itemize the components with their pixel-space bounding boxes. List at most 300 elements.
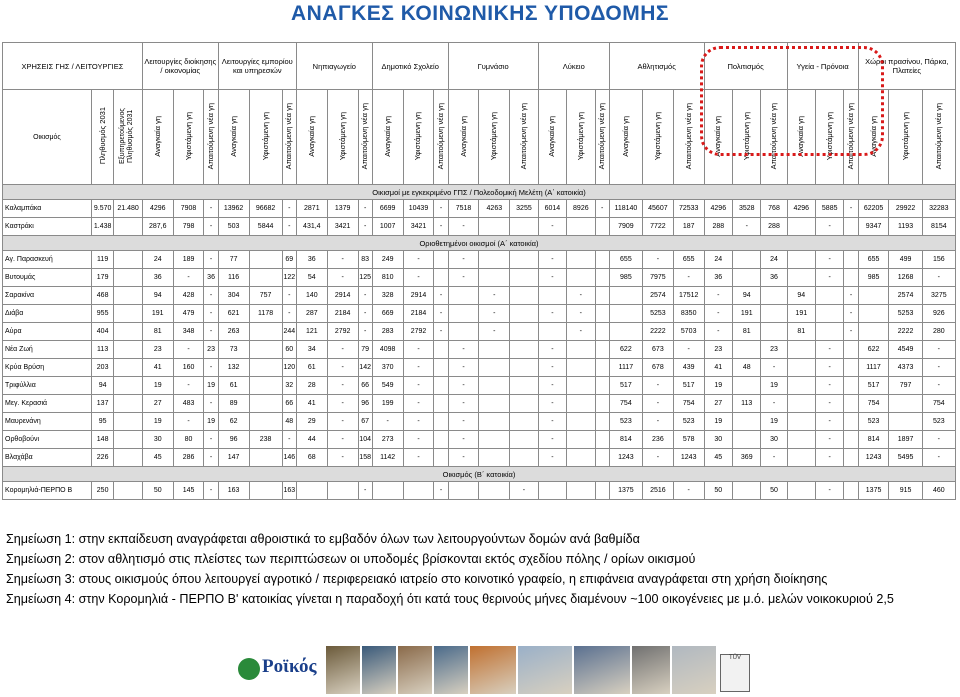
table-cell: -	[815, 251, 843, 269]
table-cell	[249, 449, 282, 467]
table-cell: 2914	[327, 287, 358, 305]
table-cell	[479, 413, 510, 431]
table-cell: 158	[358, 449, 372, 467]
table-cell	[510, 218, 538, 236]
section-title: Οικισμός (Β΄ κατοικία)	[3, 467, 956, 482]
column-subheader: Απαιτούμενη νέα γη	[683, 102, 693, 170]
table-cell: 23	[704, 341, 732, 359]
table-cell	[844, 269, 858, 287]
settlement-name: Κρύα Βρύση	[3, 359, 92, 377]
table-cell	[510, 341, 538, 359]
subheader-cell	[358, 90, 372, 185]
table-cell	[114, 431, 142, 449]
group-header: Δημοτικό Σχολείο	[372, 43, 448, 90]
table-cell: 549	[372, 377, 403, 395]
table-cell: -	[358, 287, 372, 305]
table-cell	[595, 482, 609, 500]
column-subheader: Αναγκαία γη	[228, 115, 238, 157]
table-cell: 81	[787, 323, 815, 341]
table-cell	[844, 413, 858, 431]
column-subheader: Απαιτούμενη νέα γη	[846, 102, 856, 170]
table-cell: -	[358, 323, 372, 341]
subheader-cell	[787, 90, 815, 185]
column-subheader: Υφιστάμενη γη	[824, 111, 834, 161]
settlement-name: Μαυρενάνη	[3, 413, 92, 431]
table-cell: 263	[218, 323, 249, 341]
section-row	[3, 236, 956, 251]
group-header: Υγεία - Πρόνοια	[787, 43, 858, 90]
table-cell	[567, 413, 595, 431]
table-cell	[567, 359, 595, 377]
table-row	[3, 251, 956, 269]
table-cell	[595, 269, 609, 287]
table-cell: -	[733, 218, 761, 236]
table-cell	[567, 218, 595, 236]
table-cell: 36	[142, 269, 173, 287]
settlement-header: Οικισμός	[3, 90, 92, 185]
table-cell: 797	[889, 377, 922, 395]
table-cell: -	[567, 305, 595, 323]
table-cell: 81	[142, 323, 173, 341]
table-cell: 1375	[858, 482, 889, 500]
settlement-name: Νέα Ζωή	[3, 341, 92, 359]
table-cell: 431,4	[296, 218, 327, 236]
table-cell: 250	[91, 482, 114, 500]
table-cell: 69	[282, 251, 296, 269]
table-cell	[434, 341, 448, 359]
footer-photo	[470, 646, 516, 694]
subheader-cell	[296, 90, 327, 185]
table-cell: 5885	[815, 200, 843, 218]
table-cell: 5253	[889, 305, 922, 323]
settlement-name: Σαρακίνα	[3, 287, 92, 305]
table-cell: 273	[372, 431, 403, 449]
table-cell: 244	[282, 323, 296, 341]
table-cell: -	[448, 431, 479, 449]
settlement-name: Βλαχάβα	[3, 449, 92, 467]
table-cell: 523	[922, 413, 955, 431]
table-cell: -	[448, 251, 479, 269]
table-cell	[787, 395, 815, 413]
table-cell: 28	[296, 377, 327, 395]
table-cell	[510, 377, 538, 395]
table-cell: -	[844, 200, 858, 218]
column-subheader: Αναγκαία γη	[868, 115, 878, 157]
table-cell: 119	[91, 251, 114, 269]
table-cell: -	[673, 482, 704, 500]
column-subheader: Υφιστάμενη γη	[741, 111, 751, 161]
table-cell: 3275	[922, 287, 955, 305]
table-cell: -	[567, 323, 595, 341]
table-cell: 72533	[673, 200, 704, 218]
footer-photo	[574, 646, 630, 694]
table-cell	[372, 482, 403, 500]
table-cell	[510, 413, 538, 431]
table-cell: -	[538, 395, 566, 413]
table-cell	[114, 449, 142, 467]
table-cell: 203	[91, 359, 114, 377]
table-cell	[403, 482, 434, 500]
page-title: ΑΝΑΓΚΕΣ ΚΟΙΝΩΝΙΚΗΣ ΥΠΟΔΟΜΗΣ	[290, 2, 670, 25]
subheader-cell	[761, 90, 787, 185]
note-4: Σημείωση 4: στην Κορομηλιά - ΠΕΡΠΟ Β' κατοικίας γίνεται η παραδοχή ότι κατά τους θερινούς μήνες διαμένουν ~100 οικογένειες με μ.ό. μελών νοικοκυριού 2,5	[6, 592, 894, 606]
column-subheader: Πληθυσμός 2031	[97, 107, 107, 165]
group-header: Γυμνάσιο	[448, 43, 538, 90]
table-cell: -	[448, 359, 479, 377]
table-cell	[249, 341, 282, 359]
table-cell: 6014	[538, 200, 566, 218]
table-cell: -	[815, 482, 843, 500]
table-cell	[595, 341, 609, 359]
table-cell: 304	[218, 287, 249, 305]
column-subheader: Απαιτούμενη νέα γη	[206, 102, 216, 170]
equiv-pop-header	[114, 90, 142, 185]
table-cell: -	[327, 431, 358, 449]
table-cell: 523	[858, 413, 889, 431]
table-cell: 288	[704, 218, 732, 236]
table-cell: 1007	[372, 218, 403, 236]
table-cell: 287	[296, 305, 327, 323]
table-cell: -	[204, 395, 218, 413]
table-cell: 655	[673, 251, 704, 269]
table-cell: -	[327, 251, 358, 269]
table-cell: 156	[922, 251, 955, 269]
table-cell: -	[815, 395, 843, 413]
table-cell: 621	[218, 305, 249, 323]
table-cell: 120	[282, 359, 296, 377]
table-cell	[538, 482, 566, 500]
table-cell: 24	[704, 251, 732, 269]
table-cell: -	[642, 377, 673, 395]
table-cell	[787, 377, 815, 395]
table-cell: 160	[173, 359, 204, 377]
table-cell: -	[403, 341, 434, 359]
table-cell: 5253	[642, 305, 673, 323]
table-cell	[510, 431, 538, 449]
table-cell: 145	[173, 482, 204, 500]
table-cell: -	[538, 218, 566, 236]
table-cell	[733, 482, 761, 500]
table-cell: 1.438	[91, 218, 114, 236]
table-cell: 36	[761, 269, 787, 287]
table-cell: -	[448, 377, 479, 395]
table-cell: 122	[282, 269, 296, 287]
table-cell	[787, 218, 815, 236]
table-cell: -	[327, 395, 358, 413]
table-cell	[114, 251, 142, 269]
table-cell: 926	[922, 305, 955, 323]
table-cell: 523	[609, 413, 642, 431]
table-cell: 1117	[609, 359, 642, 377]
table-cell: 62205	[858, 200, 889, 218]
table-cell: -	[327, 377, 358, 395]
group-header: Πολιτισμός	[704, 43, 787, 90]
section-row	[3, 467, 956, 482]
table-cell	[114, 395, 142, 413]
table-cell: 163	[282, 482, 296, 500]
table-cell	[733, 269, 761, 287]
table-cell	[733, 413, 761, 431]
table-cell	[434, 449, 448, 467]
table-cell: 81	[733, 323, 761, 341]
column-subheader: Αναγκαία γη	[152, 115, 162, 157]
table-cell	[844, 341, 858, 359]
table-cell: 27	[142, 395, 173, 413]
table-cell: 29922	[889, 200, 922, 218]
table-cell: -	[922, 359, 955, 377]
table-cell: 44	[296, 431, 327, 449]
column-subheader: Απαιτούμενη νέα γη	[360, 102, 370, 170]
footer-photo	[326, 646, 360, 694]
table-cell	[595, 323, 609, 341]
column-subheader: Υφιστάμενη γη	[337, 111, 347, 161]
table-cell: 29	[296, 413, 327, 431]
table-row	[3, 377, 956, 395]
table-cell: -	[204, 218, 218, 236]
table-cell	[114, 287, 142, 305]
table-cell: 286	[173, 449, 204, 467]
table-cell: -	[448, 449, 479, 467]
table-cell: 79	[358, 341, 372, 359]
table-cell: 30	[761, 431, 787, 449]
table-cell: 523	[673, 413, 704, 431]
table-cell	[567, 251, 595, 269]
subheader-cell	[858, 90, 889, 185]
table-cell: -	[282, 218, 296, 236]
table-cell: 19	[204, 413, 218, 431]
table-cell: 50	[142, 482, 173, 500]
table-cell	[567, 449, 595, 467]
table-cell: -	[358, 482, 372, 500]
table-cell: 116	[218, 269, 249, 287]
table-cell: 68	[296, 449, 327, 467]
table-cell: 147	[218, 449, 249, 467]
table-cell: -	[204, 305, 218, 323]
table-cell: 4098	[372, 341, 403, 359]
table-cell	[733, 377, 761, 395]
subheader-cell	[282, 90, 296, 185]
table-cell: 428	[173, 287, 204, 305]
table-cell: 2222	[889, 323, 922, 341]
cert-text: TÜV	[729, 655, 741, 661]
table-cell: -	[844, 323, 858, 341]
table-cell: 1268	[889, 269, 922, 287]
table-row	[3, 218, 956, 236]
table-cell: 191	[142, 305, 173, 323]
table-cell: -	[922, 431, 955, 449]
table-cell	[114, 323, 142, 341]
table-cell	[114, 377, 142, 395]
subheader-cell	[218, 90, 249, 185]
table-cell: 191	[733, 305, 761, 323]
table-cell	[844, 482, 858, 500]
subheader-cell	[844, 90, 858, 185]
table-cell	[787, 482, 815, 500]
table-cell	[114, 359, 142, 377]
table-cell: 80	[173, 431, 204, 449]
table-cell: -	[538, 305, 566, 323]
table-cell	[787, 431, 815, 449]
table-row	[3, 341, 956, 359]
table-cell: 62	[218, 413, 249, 431]
column-subheader: Αναγκαία γη	[382, 115, 392, 157]
table-cell: 955	[91, 305, 114, 323]
table-cell: 517	[858, 377, 889, 395]
table-cell: 249	[372, 251, 403, 269]
table-row	[3, 431, 956, 449]
table-cell: 113	[91, 341, 114, 359]
table-cell: 66	[282, 395, 296, 413]
table-cell: 94	[733, 287, 761, 305]
table-cell: 19	[761, 413, 787, 431]
table-cell: 768	[761, 200, 787, 218]
table-row	[3, 482, 956, 500]
table-cell: 19	[142, 413, 173, 431]
table-row	[3, 200, 956, 218]
table-cell	[479, 449, 510, 467]
table-cell: -	[815, 449, 843, 467]
table-cell	[538, 287, 566, 305]
table-cell: -	[173, 269, 204, 287]
table-cell: 23	[204, 341, 218, 359]
table-cell	[889, 395, 922, 413]
table-cell: -	[815, 377, 843, 395]
table-cell: -	[403, 413, 434, 431]
subheader-cell	[204, 90, 218, 185]
table-cell	[595, 431, 609, 449]
table-cell: 45607	[642, 200, 673, 218]
table-cell: -	[448, 395, 479, 413]
table-cell: 985	[858, 269, 889, 287]
table-cell: 8154	[922, 218, 955, 236]
table-cell: 328	[372, 287, 403, 305]
table-cell	[114, 305, 142, 323]
table-cell	[595, 449, 609, 467]
table-cell: 24	[142, 251, 173, 269]
table-cell	[567, 341, 595, 359]
table-cell: 36	[704, 269, 732, 287]
footer-photo	[672, 646, 716, 694]
table-cell: 369	[733, 449, 761, 467]
column-subheader: Υφιστάμενη γη	[260, 111, 270, 161]
table-cell: 61	[296, 359, 327, 377]
table-cell: 754	[922, 395, 955, 413]
table-cell	[114, 269, 142, 287]
table-cell: -	[538, 413, 566, 431]
table-cell	[434, 359, 448, 377]
table-cell	[567, 395, 595, 413]
table-cell	[479, 482, 510, 500]
table-cell	[448, 287, 479, 305]
footer-photo	[632, 646, 670, 694]
column-subheader: Υφιστάμενη γη	[575, 111, 585, 161]
subheader-cell	[403, 90, 434, 185]
table-cell	[609, 305, 642, 323]
table-cell: 499	[889, 251, 922, 269]
table-cell: 137	[91, 395, 114, 413]
table-cell: 348	[173, 323, 204, 341]
table-cell: 48	[733, 359, 761, 377]
table-cell: -	[479, 305, 510, 323]
table-cell: 757	[249, 287, 282, 305]
settlement-name: Αύρα	[3, 323, 92, 341]
table-cell: 622	[609, 341, 642, 359]
table-cell: 460	[922, 482, 955, 500]
table-row	[3, 413, 956, 431]
table-cell: 94	[142, 287, 173, 305]
table-cell: -	[434, 323, 448, 341]
table-cell	[479, 251, 510, 269]
table-cell: 3421	[327, 218, 358, 236]
table-cell: 121	[296, 323, 327, 341]
table-cell: 9.570	[91, 200, 114, 218]
table-cell: 2574	[642, 287, 673, 305]
table-cell: 113	[733, 395, 761, 413]
table-cell	[595, 413, 609, 431]
table-cell: 125	[358, 269, 372, 287]
table-cell: 4296	[142, 200, 173, 218]
table-cell: -	[704, 323, 732, 341]
subheader-cell	[595, 90, 609, 185]
table-cell: 83	[358, 251, 372, 269]
table-cell: -	[567, 287, 595, 305]
table-cell	[510, 251, 538, 269]
table-row	[3, 269, 956, 287]
table-cell: -	[173, 341, 204, 359]
table-cell: 9347	[858, 218, 889, 236]
subheader-cell	[567, 90, 595, 185]
table-cell: 2574	[889, 287, 922, 305]
table-cell: 96	[218, 431, 249, 449]
table-cell: 94	[787, 287, 815, 305]
group-header: Χώροι πρασίνου, Πάρκα, Πλατείες	[858, 43, 955, 90]
table-cell: 1243	[858, 449, 889, 467]
column-subheader: Απαιτούμενη νέα γη	[284, 102, 294, 170]
table-cell: 2914	[403, 287, 434, 305]
note-3: Σημείωση 3: στους οικισμούς όπου λειτουργεί αγροτικό / περιφερειακό ιατρείο στο κοινοτικό γραφείο, η επιφάνεια αναγράφεται στη χρήση διοίκησης	[6, 572, 828, 586]
table-row	[3, 395, 956, 413]
table-cell: -	[642, 395, 673, 413]
table-cell	[733, 341, 761, 359]
table-cell: 4373	[889, 359, 922, 377]
table-cell: 517	[609, 377, 642, 395]
table-cell: -	[704, 305, 732, 323]
table-cell: -	[922, 341, 955, 359]
table-cell: -	[358, 305, 372, 323]
certification-badge	[720, 654, 750, 692]
subheader-cell	[327, 90, 358, 185]
table-cell: 4263	[479, 200, 510, 218]
table-cell: 41	[296, 395, 327, 413]
table-cell	[761, 305, 787, 323]
settlement-name: Τριφύλλια	[3, 377, 92, 395]
table-cell: 21.480	[114, 200, 142, 218]
table-cell	[434, 269, 448, 287]
table-cell	[787, 269, 815, 287]
table-cell: 280	[922, 323, 955, 341]
table-cell: 673	[642, 341, 673, 359]
subheader-cell	[922, 90, 955, 185]
company-logo	[238, 656, 328, 684]
table-cell: 985	[609, 269, 642, 287]
table-cell	[249, 251, 282, 269]
table-cell: -	[538, 359, 566, 377]
table-cell	[538, 323, 566, 341]
subheader-cell	[609, 90, 642, 185]
note-2: Σημείωση 2: στον αθλητισμό στις πλείστες των περιπτώσεων οι υποδομές βρίσκονται εκτός σχεδίου πόλης / ορίων οικισμού	[6, 552, 696, 566]
subheader-cell	[538, 90, 566, 185]
table-cell: 94	[91, 377, 114, 395]
